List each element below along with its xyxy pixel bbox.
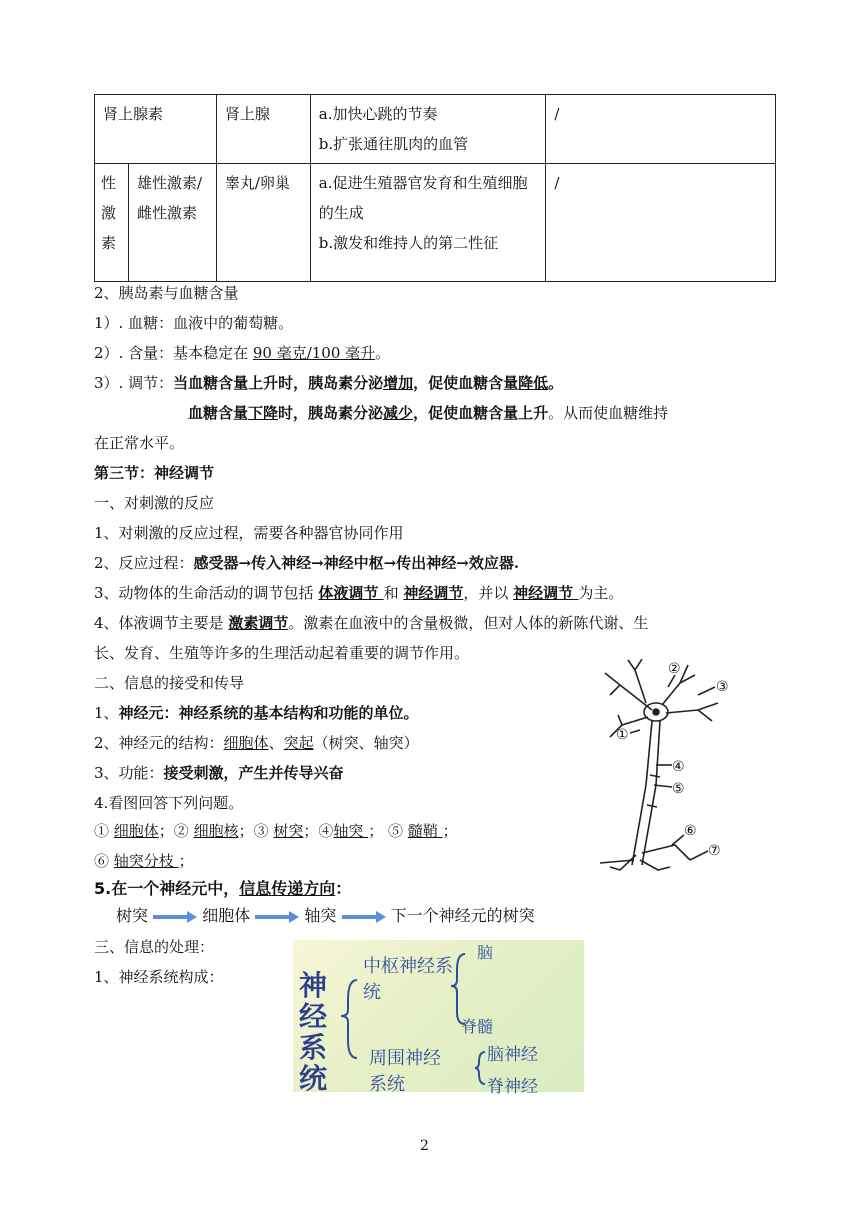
effects-cell: a.促进生殖器官发育和生殖细胞的生成 b.激发和维持人的第二性征: [310, 164, 546, 282]
text-line: 4、体液调节主要是 激素调节。激素在血液中的含量极微，但对人体的新陈代谢、生: [94, 614, 649, 632]
table-row: [95, 164, 776, 282]
section-title: 第三节：神经调节: [94, 464, 215, 482]
gland-cell: 睾丸/卵巢: [216, 164, 310, 282]
text-line: 5.在一个神经元中，信息传递方向：: [94, 879, 352, 898]
text-line: 二、信息的接受和传导: [94, 674, 245, 692]
group-cell: 性激素: [95, 164, 129, 282]
text-line: 长、发育、生殖等许多的生理活动起着重要的调节作用。: [94, 644, 470, 662]
note-cell: /: [546, 164, 776, 282]
hormone-name-cell: 雄性激素/雌性激素: [128, 164, 216, 282]
spinal-nerve-label: 脊神经: [487, 1077, 538, 1097]
answer-line: ⑥ 轴突分枝 ；: [94, 852, 194, 870]
diagram-root: 神经系统: [299, 969, 328, 1095]
effects-cell: a.加快心跳的节奏 b.扩张通往肌肉的血管: [310, 95, 546, 164]
neuron-label: ⑥: [684, 823, 697, 839]
text-line: 三、信息的处理：: [94, 938, 215, 956]
section-heading: 2、胰岛素与血糖含量: [94, 284, 239, 302]
text-line: 3、动物体的生命活动的调节包括 体液调节 和 神经调节，并以 神经调节 为主。: [94, 584, 624, 602]
text-line: 1、神经元：神经系统的基本结构和功能的单位。: [94, 704, 419, 722]
text-line: 4.看图回答下列问题。: [94, 794, 244, 812]
text-line: 2）. 含量：基本稳定在 90 毫克/100 毫升。: [94, 344, 391, 362]
signal-flow: [116, 902, 535, 930]
arrow-right-icon: [342, 910, 386, 924]
flow-step: 树突: [116, 906, 149, 925]
text-line: 2、神经元的结构：细胞体、突起（树突、轴突）: [94, 734, 419, 752]
text-line: 1、对刺激的反应过程，需要各种器官协同作用: [94, 524, 404, 542]
hormone-table: [94, 94, 776, 282]
brain-label: 脑: [477, 943, 494, 962]
note-cell: /: [546, 95, 776, 164]
flow-step: 细胞体: [202, 906, 251, 925]
answer-line: ① 细胞体；② 细胞核；③ 树突；④轴突 ； ⑤ 髓鞘 ；: [94, 822, 458, 840]
neuron-label: ②: [668, 661, 681, 677]
flow-step: 下一个神经元的树突: [390, 906, 535, 925]
neuron-label: ⑦: [708, 843, 721, 859]
text-line: 血糖含量下降时，胰岛素分泌减少，促使血糖含量上升。从而使血糖维持: [188, 404, 669, 422]
page-number: 2: [420, 1138, 429, 1154]
text-line: 1）. 血糖：血液中的葡萄糖。: [94, 314, 294, 332]
text-line: 在正常水平。: [94, 434, 185, 452]
text-line: 3、功能：接受刺激，产生并传导兴奋: [94, 764, 344, 782]
table-row: [95, 95, 776, 164]
gland-cell: 肾上腺: [216, 95, 310, 164]
peripheral-nervous-label: 周围神经系统: [369, 1048, 441, 1095]
neuron-label: ③: [716, 679, 729, 695]
spinal-cord-label: 脊髓: [461, 1017, 494, 1036]
arrow-right-icon: [153, 910, 197, 924]
text-line: 2、反应过程：感受器→传入神经→神经中枢→传出神经→效应器.: [94, 554, 520, 572]
hormone-name-cell: 肾上腺素: [95, 95, 217, 164]
text-line: 一、对刺激的反应: [94, 494, 215, 512]
neuron-label: ⑤: [672, 781, 685, 797]
arrow-right-icon: [255, 910, 299, 924]
neuron-label: ①: [616, 727, 629, 743]
text-line: 3）. 调节：当血糖含量上升时，胰岛素分泌增加，促使血糖含量降低。: [94, 374, 564, 392]
nervous-system-diagram: [293, 940, 584, 1097]
central-nervous-label: 中枢神经系统: [363, 956, 453, 1003]
text-line: 1、神经系统构成：: [94, 968, 224, 986]
neuron-figure: [580, 655, 740, 880]
cranial-nerve-label: 脑神经: [487, 1045, 538, 1065]
neuron-label: ④: [672, 759, 685, 775]
flow-step: 轴突: [304, 906, 337, 925]
